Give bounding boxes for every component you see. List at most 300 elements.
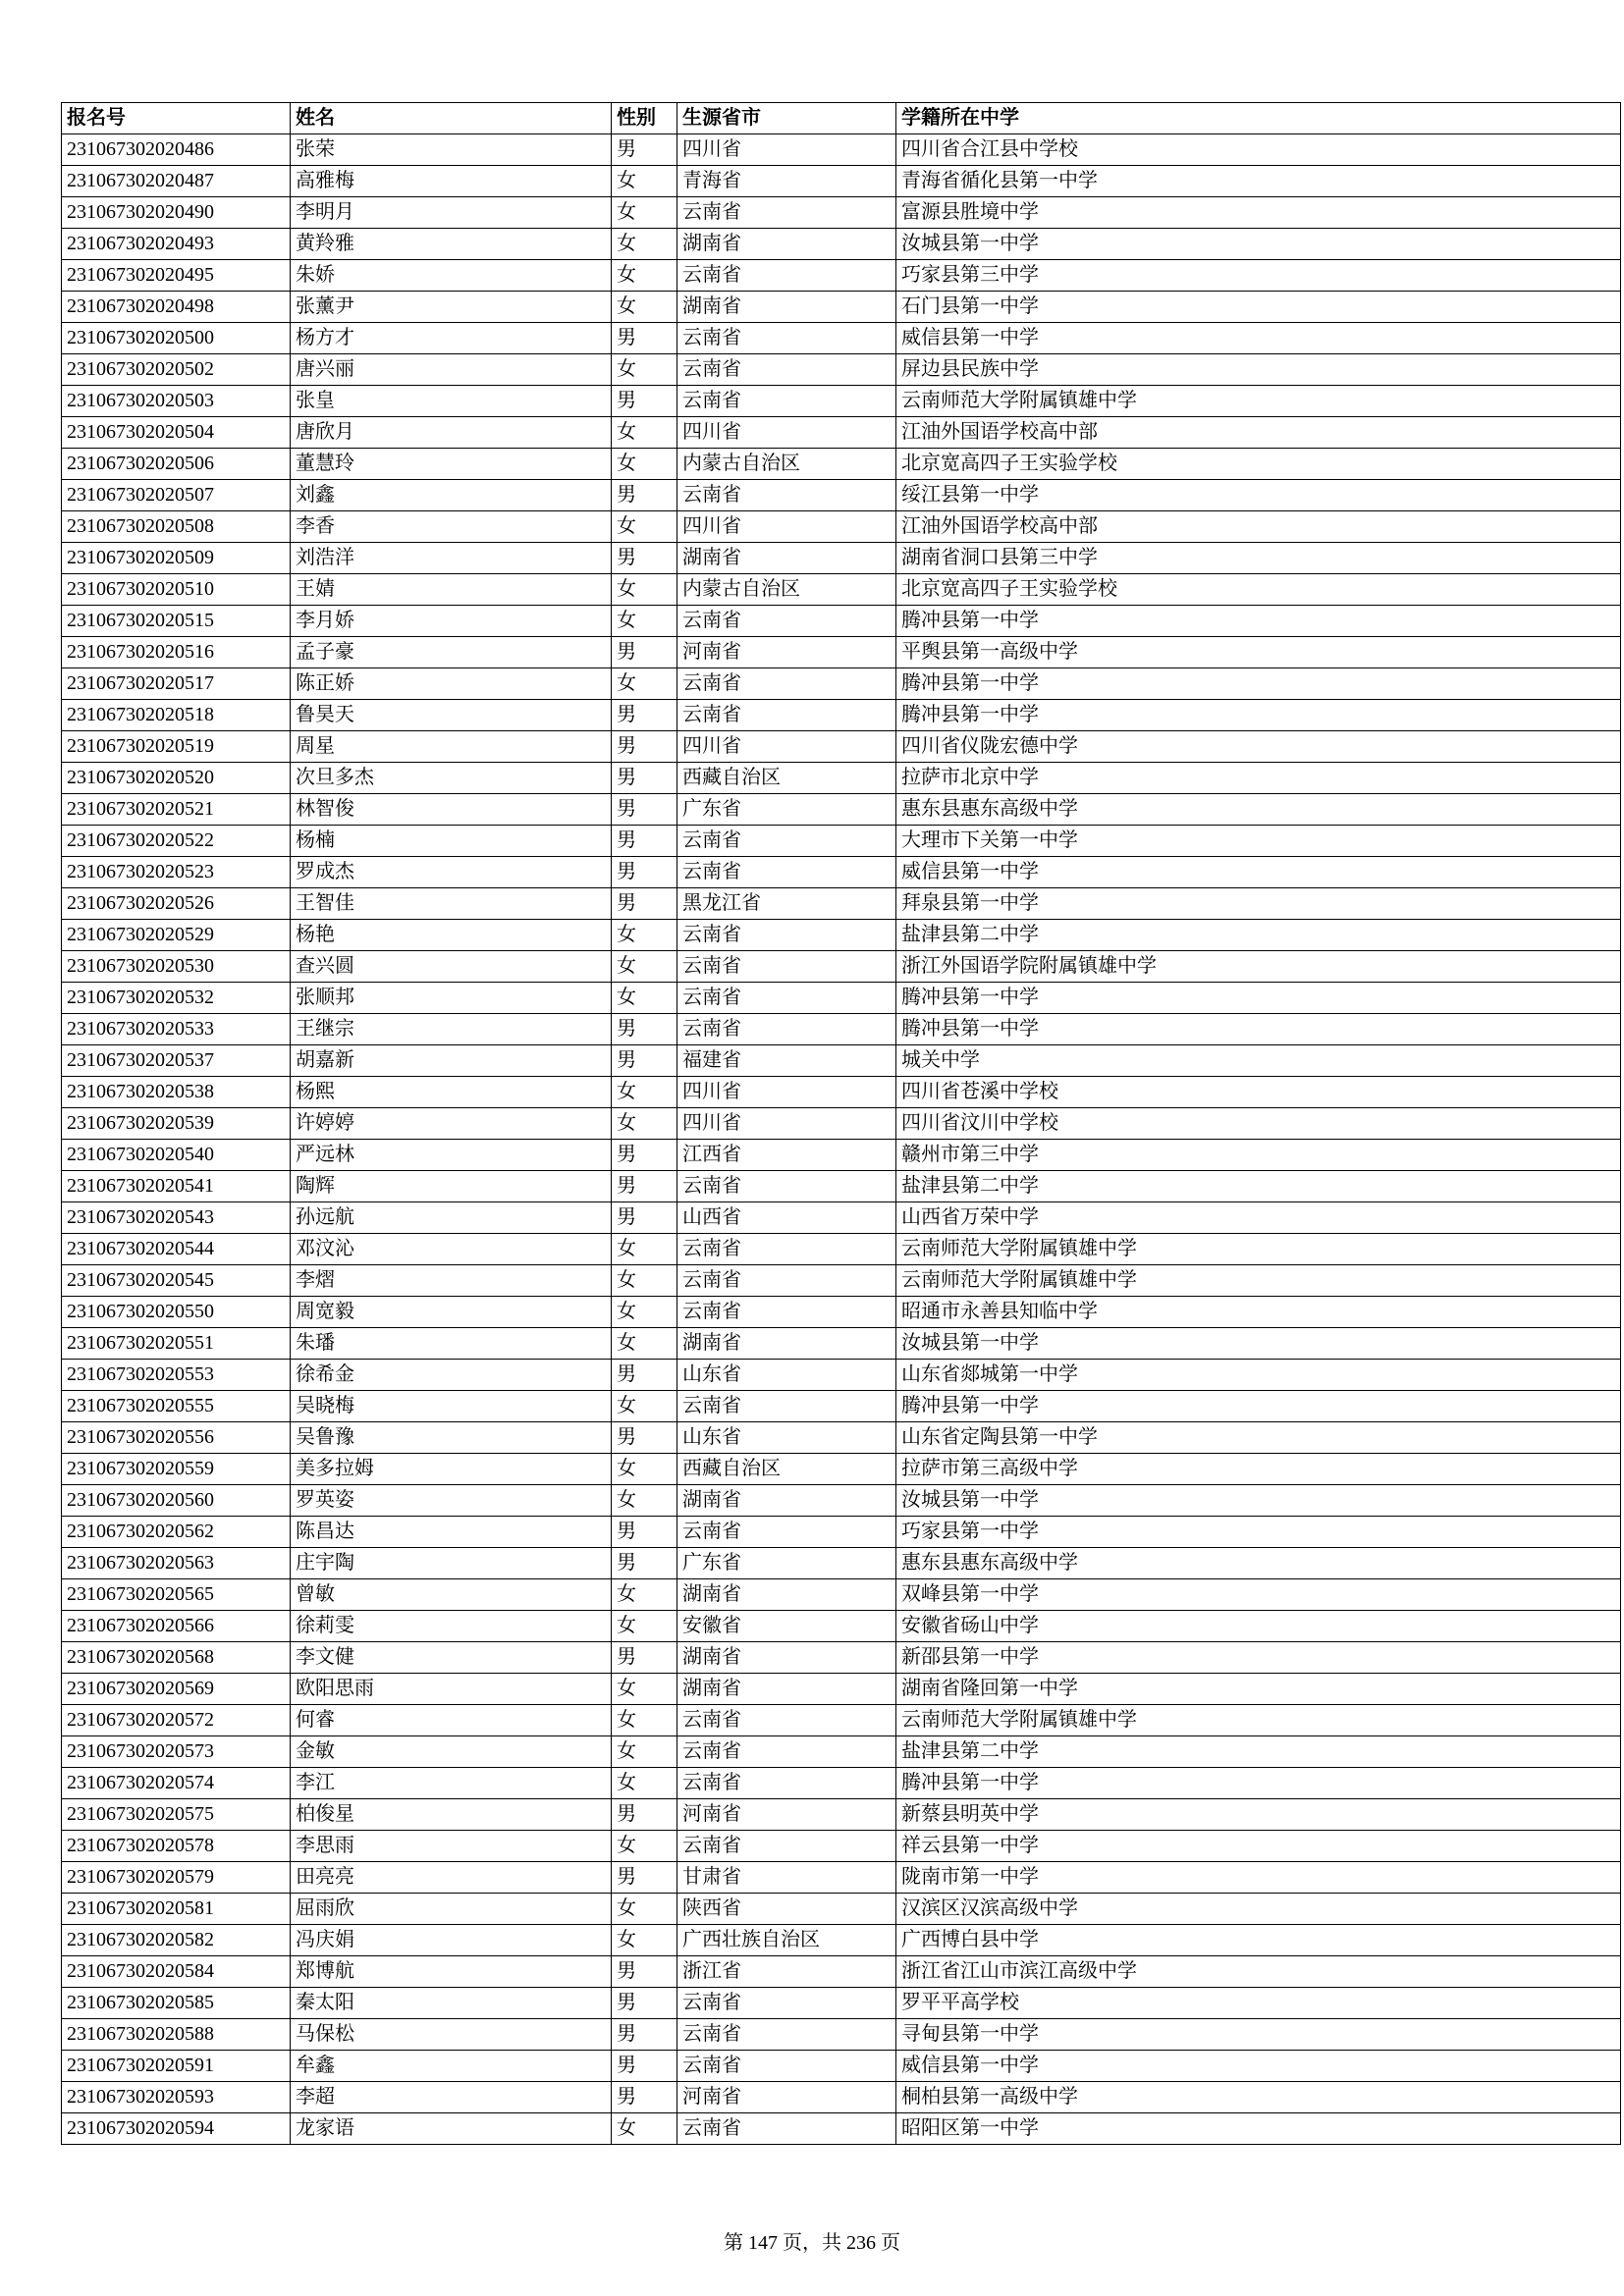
- table-cell: 李月娇: [291, 606, 612, 637]
- table-cell: 盐津县第二中学: [896, 920, 1621, 951]
- table-cell: 231067302020551: [62, 1328, 291, 1360]
- header-province: 生源省市: [677, 103, 896, 134]
- table-cell: 昭通市永善县知临中学: [896, 1297, 1621, 1328]
- table-cell: 女: [612, 1265, 677, 1297]
- table-cell: 金敏: [291, 1736, 612, 1768]
- table-cell: 腾冲县第一中学: [896, 1768, 1621, 1799]
- table-cell: 云南省: [677, 197, 896, 229]
- table-cell: 女: [612, 417, 677, 449]
- table-cell: 黑龙江省: [677, 888, 896, 920]
- table-cell: 威信县第一中学: [896, 2051, 1621, 2082]
- table-cell: 231067302020579: [62, 1862, 291, 1894]
- table-cell: 李文健: [291, 1642, 612, 1674]
- table-cell: 张薰尹: [291, 292, 612, 323]
- table-cell: 湖南省: [677, 1328, 896, 1360]
- table-cell: 云南省: [677, 480, 896, 511]
- table-cell: 屏边县民族中学: [896, 354, 1621, 386]
- table-cell: 男: [612, 2082, 677, 2113]
- table-cell: 吴鲁豫: [291, 1422, 612, 1454]
- table-cell: 河南省: [677, 2082, 896, 2113]
- table-cell: 湖南省: [677, 1485, 896, 1517]
- table-cell: 绥江县第一中学: [896, 480, 1621, 511]
- table-cell: 云南省: [677, 1768, 896, 1799]
- table-cell: 拉萨市北京中学: [896, 763, 1621, 794]
- table-cell: 汉滨区汉滨高级中学: [896, 1894, 1621, 1925]
- table-cell: 231067302020503: [62, 386, 291, 417]
- table-cell: 231067302020486: [62, 134, 291, 166]
- table-cell: 男: [612, 1862, 677, 1894]
- table-row: [62, 794, 1621, 826]
- table-row: [62, 983, 1621, 1014]
- table-cell: 云南省: [677, 1265, 896, 1297]
- table-cell: 安徽省砀山中学: [896, 1611, 1621, 1642]
- table-cell: 女: [612, 1894, 677, 1925]
- table-row: [62, 1422, 1621, 1454]
- table-cell: 女: [612, 1454, 677, 1485]
- table-cell: 男: [612, 386, 677, 417]
- table-cell: 231067302020508: [62, 511, 291, 543]
- table-cell: 李江: [291, 1768, 612, 1799]
- table-cell: 云南省: [677, 260, 896, 292]
- table-row: [62, 763, 1621, 794]
- table-cell: 女: [612, 1705, 677, 1736]
- table-cell: 云南省: [677, 606, 896, 637]
- table-cell: 男: [612, 794, 677, 826]
- table-row: [62, 1736, 1621, 1768]
- table-cell: 四川省: [677, 1108, 896, 1140]
- table-row: [62, 1202, 1621, 1234]
- table-cell: 美多拉姆: [291, 1454, 612, 1485]
- table-cell: 云南省: [677, 1234, 896, 1265]
- table-row: [62, 323, 1621, 354]
- table-cell: 李香: [291, 511, 612, 543]
- table-cell: 陇南市第一中学: [896, 1862, 1621, 1894]
- table-row: [62, 166, 1621, 197]
- table-cell: 龙家语: [291, 2113, 612, 2145]
- table-cell: 男: [612, 1360, 677, 1391]
- table-cell: 231067302020593: [62, 2082, 291, 2113]
- table-row: [62, 1517, 1621, 1548]
- header-gender: 性别: [612, 103, 677, 134]
- table-cell: 男: [612, 731, 677, 763]
- table-cell: 唐兴丽: [291, 354, 612, 386]
- table-cell: 城关中学: [896, 1045, 1621, 1077]
- table-cell: 231067302020555: [62, 1391, 291, 1422]
- table-cell: 周宽毅: [291, 1297, 612, 1328]
- table-cell: 231067302020585: [62, 1988, 291, 2019]
- table-cell: 男: [612, 637, 677, 668]
- table-row: [62, 1454, 1621, 1485]
- table-cell: 江西省: [677, 1140, 896, 1171]
- table-cell: 男: [612, 826, 677, 857]
- table-cell: 云南省: [677, 1297, 896, 1328]
- table-cell: 腾冲县第一中学: [896, 668, 1621, 700]
- table-cell: 柏俊星: [291, 1799, 612, 1831]
- table-cell: 231067302020510: [62, 574, 291, 606]
- table-cell: 231067302020556: [62, 1422, 291, 1454]
- table-row: [62, 637, 1621, 668]
- table-cell: 湖南省: [677, 1579, 896, 1611]
- table-cell: 女: [612, 260, 677, 292]
- table-cell: 田亮亮: [291, 1862, 612, 1894]
- table-cell: 广西博白县中学: [896, 1925, 1621, 1956]
- table-cell: 女: [612, 1579, 677, 1611]
- table-row: [62, 2113, 1621, 2145]
- table-cell: 男: [612, 1642, 677, 1674]
- table-cell: 周星: [291, 731, 612, 763]
- table-cell: 杨楠: [291, 826, 612, 857]
- table-cell: 徐莉雯: [291, 1611, 612, 1642]
- table-cell: 广西壮族自治区: [677, 1925, 896, 1956]
- table-cell: 安徽省: [677, 1611, 896, 1642]
- page-number-footer: 第 147 页，共 236 页: [724, 2232, 900, 2254]
- student-table-body: [62, 134, 1621, 2145]
- table-cell: 唐欣月: [291, 417, 612, 449]
- table-cell: 女: [612, 1234, 677, 1265]
- table-cell: 杨方才: [291, 323, 612, 354]
- table-cell: 西藏自治区: [677, 763, 896, 794]
- table-cell: 女: [612, 1611, 677, 1642]
- table-cell: 231067302020529: [62, 920, 291, 951]
- table-cell: 刘浩洋: [291, 543, 612, 574]
- table-cell: 231067302020537: [62, 1045, 291, 1077]
- table-cell: 湖南省洞口县第三中学: [896, 543, 1621, 574]
- table-cell: 云南省: [677, 668, 896, 700]
- table-row: [62, 1642, 1621, 1674]
- table-cell: 女: [612, 449, 677, 480]
- table-cell: 陈昌达: [291, 1517, 612, 1548]
- table-cell: 四川省苍溪中学校: [896, 1077, 1621, 1108]
- table-cell: 231067302020530: [62, 951, 291, 983]
- table-cell: 231067302020572: [62, 1705, 291, 1736]
- table-cell: 231067302020560: [62, 1485, 291, 1517]
- table-cell: 男: [612, 1548, 677, 1579]
- table-cell: 许婷婷: [291, 1108, 612, 1140]
- table-cell: 湖南省: [677, 1642, 896, 1674]
- table-cell: 湖南省: [677, 1674, 896, 1705]
- table-cell: 查兴圆: [291, 951, 612, 983]
- table-cell: 男: [612, 323, 677, 354]
- table-cell: 郑博航: [291, 1956, 612, 1988]
- table-cell: 女: [612, 2113, 677, 2145]
- table-cell: 腾冲县第一中学: [896, 1391, 1621, 1422]
- table-row: [62, 2051, 1621, 2082]
- table-header-row: [62, 103, 1621, 134]
- table-cell: 北京宽高四子王实验学校: [896, 574, 1621, 606]
- table-cell: 腾冲县第一中学: [896, 606, 1621, 637]
- table-cell: 231067302020550: [62, 1297, 291, 1328]
- table-cell: 寻甸县第一中学: [896, 2019, 1621, 2051]
- table-cell: 231067302020522: [62, 826, 291, 857]
- table-row: [62, 1234, 1621, 1265]
- table-cell: 男: [612, 1988, 677, 2019]
- table-cell: 女: [612, 1485, 677, 1517]
- table-row: [62, 668, 1621, 700]
- table-cell: 朱娇: [291, 260, 612, 292]
- table-cell: 邓汶沁: [291, 1234, 612, 1265]
- table-row: [62, 1077, 1621, 1108]
- table-cell: 四川省汶川中学校: [896, 1108, 1621, 1140]
- table-cell: 山东省定陶县第一中学: [896, 1422, 1621, 1454]
- table-row: [62, 1799, 1621, 1831]
- table-cell: 男: [612, 1799, 677, 1831]
- table-cell: 231067302020517: [62, 668, 291, 700]
- table-cell: 石门县第一中学: [896, 292, 1621, 323]
- table-cell: 陶辉: [291, 1171, 612, 1202]
- table-cell: 巧家县第一中学: [896, 1517, 1621, 1548]
- table-cell: 内蒙古自治区: [677, 449, 896, 480]
- table-cell: 231067302020574: [62, 1768, 291, 1799]
- table-cell: 河南省: [677, 637, 896, 668]
- table-cell: 231067302020562: [62, 1517, 291, 1548]
- table-cell: 李超: [291, 2082, 612, 2113]
- table-cell: 罗平平高学校: [896, 1988, 1621, 2019]
- table-cell: 云南省: [677, 2113, 896, 2145]
- table-cell: 巧家县第三中学: [896, 260, 1621, 292]
- table-cell: 河南省: [677, 1799, 896, 1831]
- table-cell: 231067302020533: [62, 1014, 291, 1045]
- table-cell: 231067302020544: [62, 1234, 291, 1265]
- table-cell: 云南省: [677, 386, 896, 417]
- table-cell: 男: [612, 763, 677, 794]
- table-row: [62, 1894, 1621, 1925]
- table-cell: 231067302020502: [62, 354, 291, 386]
- table-cell: 女: [612, 1297, 677, 1328]
- table-row: [62, 951, 1621, 983]
- table-row: [62, 1831, 1621, 1862]
- table-cell: 女: [612, 1831, 677, 1862]
- table-row: [62, 1705, 1621, 1736]
- table-cell: 杨熙: [291, 1077, 612, 1108]
- table-cell: 231067302020518: [62, 700, 291, 731]
- table-cell: 高雅梅: [291, 166, 612, 197]
- table-cell: 威信县第一中学: [896, 857, 1621, 888]
- table-cell: 女: [612, 1391, 677, 1422]
- table-row: [62, 1674, 1621, 1705]
- table-cell: 231067302020575: [62, 1799, 291, 1831]
- table-cell: 朱璠: [291, 1328, 612, 1360]
- table-cell: 231067302020569: [62, 1674, 291, 1705]
- table-cell: 陈正娇: [291, 668, 612, 700]
- table-cell: 庄宇陶: [291, 1548, 612, 1579]
- table-cell: 231067302020591: [62, 2051, 291, 2082]
- table-cell: 231067302020541: [62, 1171, 291, 1202]
- table-cell: 赣州市第三中学: [896, 1140, 1621, 1171]
- table-row: [62, 292, 1621, 323]
- table-cell: 男: [612, 857, 677, 888]
- table-cell: 黄羚雅: [291, 229, 612, 260]
- table-cell: 拜泉县第一中学: [896, 888, 1621, 920]
- table-cell: 湖南省隆回第一中学: [896, 1674, 1621, 1705]
- table-cell: 曾敏: [291, 1579, 612, 1611]
- table-cell: 云南省: [677, 1988, 896, 2019]
- table-cell: 231067302020515: [62, 606, 291, 637]
- table-cell: 云南省: [677, 826, 896, 857]
- table-row: [62, 1956, 1621, 1988]
- table-cell: 231067302020553: [62, 1360, 291, 1391]
- table-cell: 盐津县第二中学: [896, 1171, 1621, 1202]
- table-cell: 罗成杰: [291, 857, 612, 888]
- table-row: [62, 134, 1621, 166]
- table-cell: 男: [612, 1517, 677, 1548]
- table-cell: 男: [612, 480, 677, 511]
- table-row: [62, 543, 1621, 574]
- table-cell: 云南省: [677, 2051, 896, 2082]
- table-row: [62, 1265, 1621, 1297]
- table-cell: 231067302020578: [62, 1831, 291, 1862]
- table-cell: 青海省: [677, 166, 896, 197]
- table-cell: 231067302020588: [62, 2019, 291, 2051]
- table-cell: 231067302020504: [62, 417, 291, 449]
- table-cell: 男: [612, 1171, 677, 1202]
- table-cell: 云南师范大学附属镇雄中学: [896, 1265, 1621, 1297]
- table-cell: 231067302020523: [62, 857, 291, 888]
- table-row: [62, 1171, 1621, 1202]
- header-name: 姓名: [291, 103, 612, 134]
- table-cell: 女: [612, 920, 677, 951]
- table-cell: 云南省: [677, 1171, 896, 1202]
- table-cell: 拉萨市第三高级中学: [896, 1454, 1621, 1485]
- table-row: [62, 700, 1621, 731]
- table-cell: 桐柏县第一高级中学: [896, 2082, 1621, 2113]
- table-cell: 云南省: [677, 354, 896, 386]
- table-cell: 云南省: [677, 1391, 896, 1422]
- table-cell: 女: [612, 511, 677, 543]
- table-row: [62, 1045, 1621, 1077]
- table-cell: 女: [612, 1768, 677, 1799]
- student-table-container: [61, 102, 1621, 2145]
- table-cell: 女: [612, 668, 677, 700]
- table-cell: 云南师范大学附属镇雄中学: [896, 1234, 1621, 1265]
- table-cell: 231067302020520: [62, 763, 291, 794]
- table-cell: 云南省: [677, 323, 896, 354]
- table-cell: 鲁昊天: [291, 700, 612, 731]
- table-cell: 231067302020516: [62, 637, 291, 668]
- table-cell: 王婧: [291, 574, 612, 606]
- table-cell: 汝城县第一中学: [896, 1328, 1621, 1360]
- table-cell: 屈雨欣: [291, 1894, 612, 1925]
- table-row: [62, 386, 1621, 417]
- table-cell: 云南省: [677, 1014, 896, 1045]
- table-cell: 吴晓梅: [291, 1391, 612, 1422]
- table-cell: 李思雨: [291, 1831, 612, 1862]
- table-cell: 山东省: [677, 1360, 896, 1391]
- table-cell: 四川省: [677, 731, 896, 763]
- header-school: 学籍所在中学: [896, 103, 1621, 134]
- table-cell: 女: [612, 229, 677, 260]
- table-cell: 四川省合江县中学校: [896, 134, 1621, 166]
- table-cell: 汝城县第一中学: [896, 1485, 1621, 1517]
- table-row: [62, 606, 1621, 637]
- table-cell: 张顺邦: [291, 983, 612, 1014]
- table-cell: 山西省万荣中学: [896, 1202, 1621, 1234]
- table-cell: 女: [612, 197, 677, 229]
- table-cell: 惠东县惠东高级中学: [896, 794, 1621, 826]
- table-cell: 231067302020559: [62, 1454, 291, 1485]
- table-cell: 惠东县惠东高级中学: [896, 1548, 1621, 1579]
- table-cell: 男: [612, 700, 677, 731]
- table-cell: 231067302020566: [62, 1611, 291, 1642]
- table-row: [62, 1548, 1621, 1579]
- table-cell: 女: [612, 983, 677, 1014]
- table-cell: 231067302020594: [62, 2113, 291, 2145]
- table-cell: 云南省: [677, 857, 896, 888]
- table-row: [62, 229, 1621, 260]
- table-cell: 云南省: [677, 1705, 896, 1736]
- table-cell: 云南省: [677, 983, 896, 1014]
- table-cell: 231067302020532: [62, 983, 291, 1014]
- table-cell: 云南省: [677, 1517, 896, 1548]
- table-cell: 云南师范大学附属镇雄中学: [896, 386, 1621, 417]
- table-cell: 男: [612, 543, 677, 574]
- table-cell: 231067302020493: [62, 229, 291, 260]
- table-cell: 杨艳: [291, 920, 612, 951]
- table-row: [62, 731, 1621, 763]
- table-cell: 广东省: [677, 794, 896, 826]
- table-row: [62, 1108, 1621, 1140]
- table-cell: 孟子豪: [291, 637, 612, 668]
- table-cell: 231067302020526: [62, 888, 291, 920]
- table-cell: 福建省: [677, 1045, 896, 1077]
- table-row: [62, 857, 1621, 888]
- table-cell: 四川省: [677, 417, 896, 449]
- table-cell: 231067302020539: [62, 1108, 291, 1140]
- table-cell: 女: [612, 292, 677, 323]
- table-row: [62, 1360, 1621, 1391]
- table-cell: 腾冲县第一中学: [896, 1014, 1621, 1045]
- table-cell: 男: [612, 1045, 677, 1077]
- table-row: [62, 480, 1621, 511]
- table-row: [62, 1391, 1621, 1422]
- table-row: [62, 260, 1621, 292]
- table-cell: 男: [612, 134, 677, 166]
- table-cell: 昭阳区第一中学: [896, 2113, 1621, 2145]
- table-cell: 231067302020498: [62, 292, 291, 323]
- table-cell: 董慧玲: [291, 449, 612, 480]
- table-cell: 王智佳: [291, 888, 612, 920]
- table-cell: 浙江省江山市滨江高级中学: [896, 1956, 1621, 1988]
- table-cell: 孙远航: [291, 1202, 612, 1234]
- table-cell: 231067302020487: [62, 166, 291, 197]
- table-cell: 何睿: [291, 1705, 612, 1736]
- table-cell: 231067302020500: [62, 323, 291, 354]
- table-row: [62, 826, 1621, 857]
- table-cell: 秦太阳: [291, 1988, 612, 2019]
- table-cell: 新蔡县明英中学: [896, 1799, 1621, 1831]
- table-cell: 山东省郯城第一中学: [896, 1360, 1621, 1391]
- table-cell: 威信县第一中学: [896, 323, 1621, 354]
- table-cell: 男: [612, 888, 677, 920]
- table-row: [62, 511, 1621, 543]
- table-cell: 女: [612, 166, 677, 197]
- table-cell: 231067302020540: [62, 1140, 291, 1171]
- table-cell: 湖南省: [677, 292, 896, 323]
- table-cell: 徐希金: [291, 1360, 612, 1391]
- table-row: [62, 1925, 1621, 1956]
- table-cell: 231067302020573: [62, 1736, 291, 1768]
- table-row: [62, 574, 1621, 606]
- table-cell: 云南省: [677, 1831, 896, 1862]
- table-cell: 231067302020495: [62, 260, 291, 292]
- table-cell: 次旦多杰: [291, 763, 612, 794]
- table-cell: 张荣: [291, 134, 612, 166]
- table-cell: 李熠: [291, 1265, 612, 1297]
- table-cell: 女: [612, 951, 677, 983]
- table-cell: 湖南省: [677, 229, 896, 260]
- table-cell: 浙江省: [677, 1956, 896, 1988]
- table-cell: 231067302020490: [62, 197, 291, 229]
- table-cell: 231067302020568: [62, 1642, 291, 1674]
